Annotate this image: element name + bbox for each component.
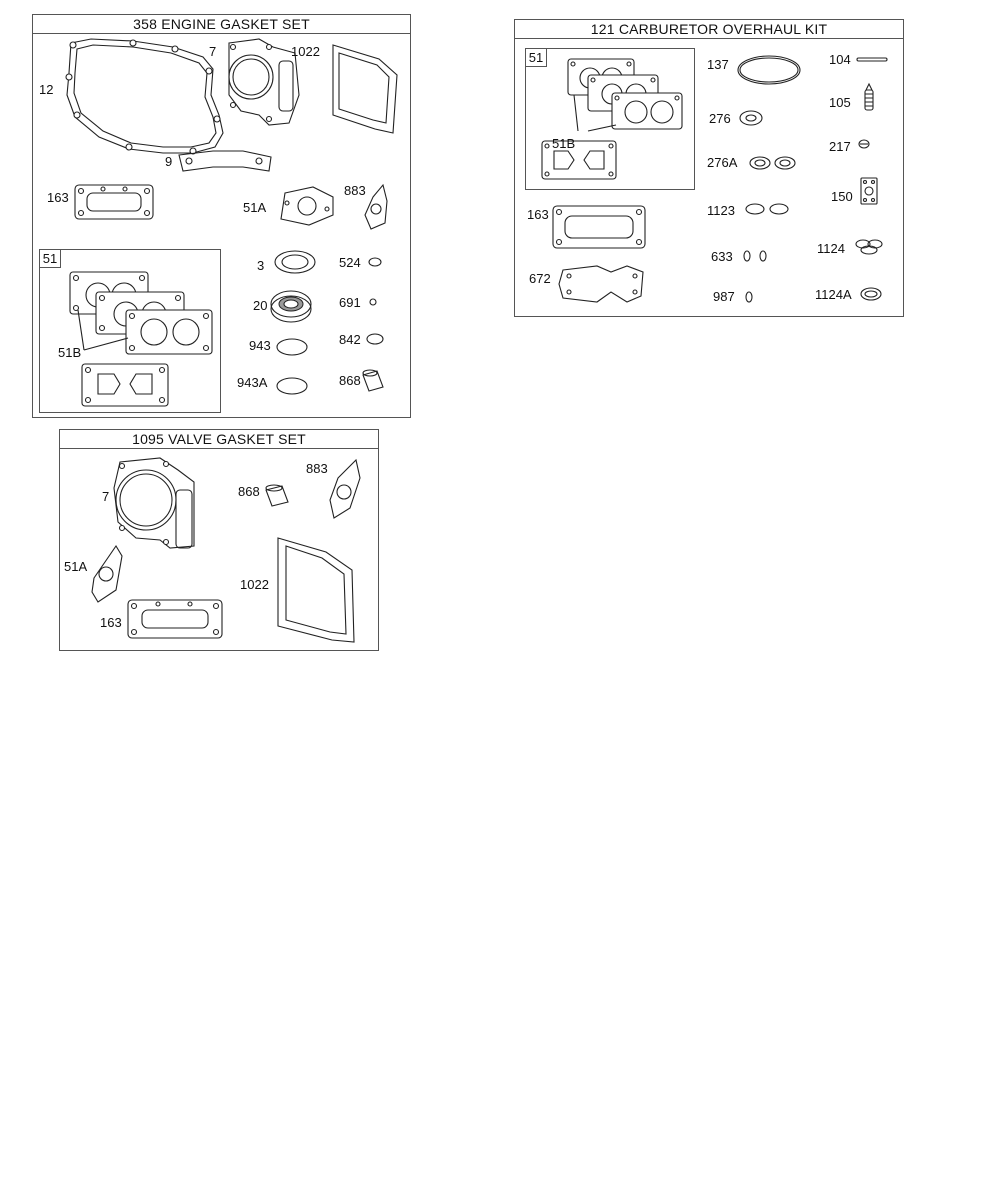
callout-105: 105: [829, 95, 851, 110]
valve-callout-163: 163: [100, 615, 122, 630]
callout-842: 842: [339, 332, 361, 347]
ring-524-shape: [369, 258, 381, 266]
intake-gasket-163-v-shape: [128, 600, 222, 638]
carb-callout-51b: 51B: [552, 136, 576, 151]
intake-gasket-163-shape: [75, 185, 153, 219]
callout-524: 524: [339, 255, 361, 270]
valve-gasket-set-title: 1095 VALVE GASKET SET: [60, 430, 378, 449]
valve-callout-883: 883: [306, 461, 328, 476]
needle-105-shape: [865, 84, 873, 110]
callout-276a: 276A: [707, 155, 738, 170]
carb-gasket-d: [82, 364, 168, 406]
group-51-label: 51: [40, 250, 61, 268]
intake-gasket-group-51: [39, 249, 221, 413]
rocker-cover-gasket-1022-v-shape: [278, 538, 354, 642]
crankcase-gasket-shape: [66, 39, 223, 154]
oring-943-shape: [277, 339, 307, 355]
callout-7: 7: [209, 44, 217, 59]
washer-987-shape: [746, 292, 752, 302]
washer-276a-2-shape: [775, 157, 795, 169]
exhaust-gasket-883-shape: [365, 185, 387, 229]
callout-883: 883: [344, 183, 366, 198]
callout-276: 276: [709, 111, 731, 126]
valve-callout-868: 868: [238, 484, 260, 499]
callout-943a: 943A: [237, 375, 268, 390]
plate-150-shape: [861, 178, 877, 204]
washer-691-shape: [370, 299, 376, 305]
washer-633-1-shape: [744, 251, 750, 261]
exhaust-gasket-883-v-shape: [330, 460, 360, 518]
callout-137: 137: [707, 57, 729, 72]
carb-gasket-163-shape: [553, 206, 645, 248]
callout-12: 12: [39, 82, 54, 97]
valve-callout-51a: 51A: [64, 559, 88, 574]
callout-217: 217: [829, 139, 851, 154]
group-51-drawing: [40, 250, 220, 412]
carb-gasket-c: [126, 310, 212, 354]
callout-20: 20: [253, 298, 268, 313]
washer-633-2-shape: [760, 251, 766, 261]
callout-1124a: 1124A: [815, 287, 852, 302]
valve-seal-868-v-shape: [266, 485, 288, 506]
carb-callout-163: 163: [527, 207, 549, 222]
callout-51b: 51B: [58, 345, 82, 360]
carburetor-overhaul-kit-title: 121 CARBURETOR OVERHAUL KIT: [515, 20, 903, 39]
oring-137-shape: [738, 56, 800, 84]
engine-gasket-set-title: 358 ENGINE GASKET SET: [33, 15, 410, 34]
callout-633: 633: [711, 249, 733, 264]
oring-943a-shape: [277, 378, 307, 394]
seal-1124-shape: [856, 240, 882, 254]
ring-1123-1-shape: [746, 204, 764, 214]
gasket-51a-v-shape: [92, 546, 122, 602]
washer-276a-1-shape: [750, 157, 770, 169]
valve-callout-1022: 1022: [240, 577, 269, 592]
callout-868: 868: [339, 373, 361, 388]
callout-150: 150: [831, 189, 853, 204]
callout-672: 672: [529, 271, 551, 286]
callout-1123: 1123: [707, 203, 735, 218]
washer-276-shape: [740, 111, 762, 125]
cylinder-head-gasket-shape: [229, 39, 299, 125]
callout-3: 3: [257, 258, 265, 273]
oil-seal-20-shape: [271, 291, 311, 322]
carburetor-overhaul-kit-panel: [514, 19, 904, 317]
rocker-cover-gasket-shape: [333, 45, 397, 133]
callout-9: 9: [165, 154, 173, 169]
valve-gasket-set-panel: [59, 429, 379, 651]
callout-987: 987: [713, 289, 735, 304]
seal-1124a-shape: [861, 288, 881, 300]
pin-104-shape: [857, 58, 887, 61]
callout-104: 104: [829, 52, 851, 67]
ring-842-shape: [367, 334, 383, 344]
callout-1124: 1124: [817, 241, 845, 256]
ring-1123-2-shape: [770, 204, 788, 214]
callout-1022: 1022: [291, 44, 320, 59]
seal-3-shape: [275, 251, 315, 273]
engine-gasket-set-panel: [32, 14, 411, 418]
valve-head-gasket-shape: [114, 458, 194, 548]
callout-691: 691: [339, 295, 361, 310]
callout-943: 943: [249, 338, 271, 353]
clip-217-shape: [859, 140, 869, 148]
carb-group-51-label: 51: [526, 49, 547, 67]
gasket-51a-shape: [281, 187, 333, 225]
callout-163: 163: [47, 190, 69, 205]
valve-callout-7: 7: [102, 489, 110, 504]
callout-51a: 51A: [243, 200, 267, 215]
valve-seal-868-shape: [363, 370, 383, 391]
gasket-672-shape: [559, 266, 643, 302]
